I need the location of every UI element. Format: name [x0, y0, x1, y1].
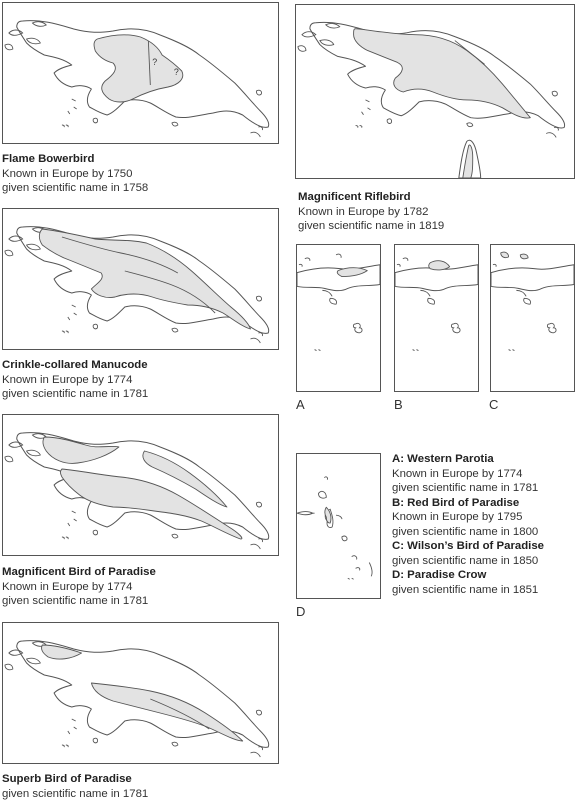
map-riflebird-svg — [296, 5, 574, 178]
legend-line: given scientific name in 1781 — [392, 481, 544, 496]
legend-line: given scientific name in 1800 — [392, 525, 544, 540]
caption-line: given scientific name in 1781 — [2, 387, 148, 402]
caption-riflebird — [298, 190, 444, 234]
caption-line: given scientific name in 1781 — [2, 787, 148, 801]
legend-line: Known in Europe by 1795 — [392, 510, 544, 525]
caption-line: given scientific name in 1781 — [2, 594, 156, 609]
map-c-svg — [491, 245, 574, 391]
caption-flame — [2, 152, 148, 196]
species-title: Magnificent Bird of Paradise — [2, 565, 156, 580]
caption-superb — [2, 772, 148, 801]
caption-manucode — [2, 358, 148, 402]
map-superb-svg — [3, 623, 278, 763]
map-manucode — [2, 208, 279, 350]
caption-line: Known in Europe by 1782 — [298, 205, 444, 220]
legend-line: given scientific name in 1850 — [392, 554, 544, 569]
small-maps-legend — [392, 452, 544, 597]
map-d-svg — [297, 454, 380, 598]
map-riflebird — [295, 4, 575, 179]
legend-line: Known in Europe by 1774 — [392, 467, 544, 482]
map-superb — [2, 622, 279, 764]
legend-title: D: Paradise Crow — [392, 568, 544, 583]
species-title: Flame Bowerbird — [2, 152, 148, 167]
map-flame-svg — [3, 3, 278, 143]
caption-line: Known in Europe by 1750 — [2, 167, 148, 182]
range-area — [429, 261, 450, 270]
map-magnificent-svg — [3, 415, 278, 555]
species-title: Crinkle-collared Manucode — [2, 358, 148, 373]
map-b-svg — [395, 245, 478, 391]
map-red-bird-of-paradise — [394, 244, 479, 392]
map-magnificent — [2, 414, 279, 556]
map-western-parotia — [296, 244, 381, 392]
map-paradise-crow — [296, 453, 381, 599]
range-area — [501, 252, 528, 259]
caption-magnificent — [2, 565, 156, 609]
question-mark: ? — [174, 67, 179, 77]
map-a-svg — [297, 245, 380, 391]
map-flame-bowerbird — [2, 2, 279, 144]
caption-line: Known in Europe by 1774 — [2, 580, 156, 595]
caption-line: given scientific name in 1758 — [2, 181, 148, 196]
legend-title: C: Wilson’s Bird of Paradise — [392, 539, 544, 554]
legend-title: A: Western Parotia — [392, 452, 544, 467]
question-mark: ? — [152, 57, 157, 67]
caption-line: Known in Europe by 1774 — [2, 373, 148, 388]
map-manucode-svg — [3, 209, 278, 349]
species-title: Superb Bird of Paradise — [2, 772, 148, 787]
caption-line: given scientific name in 1819 — [298, 219, 444, 234]
species-title: Magnificent Riflebird — [298, 190, 444, 205]
legend-title: B: Red Bird of Paradise — [392, 496, 544, 511]
small-map-label-a: A — [296, 397, 305, 412]
map-wilsons-bird-of-paradise — [490, 244, 575, 392]
small-map-label-b: B — [394, 397, 403, 412]
small-map-label-c: C — [489, 397, 498, 412]
legend-line: given scientific name in 1851 — [392, 583, 544, 598]
small-map-label-d: D — [296, 604, 305, 619]
